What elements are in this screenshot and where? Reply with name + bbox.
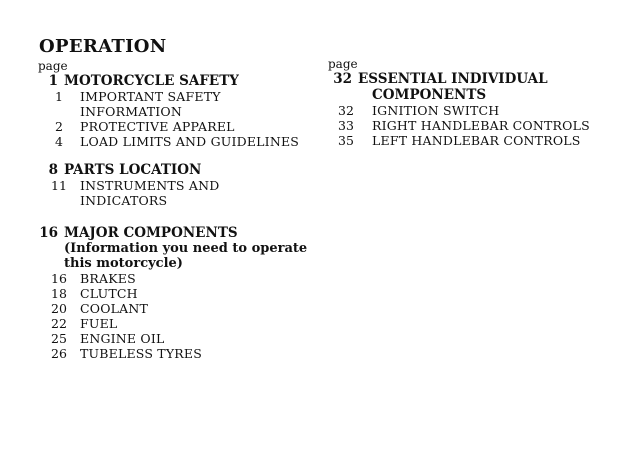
toc-entry-fuel[interactable] [38,316,313,331]
page-column-header: page [38,59,68,73]
entry-title: CLUTCH [80,286,138,301]
toc-entry-coolant[interactable] [38,301,313,316]
section-subtitle-line-2: this motorcycle) [64,256,183,271]
entry-title: LEFT HANDLEBAR CONTROLS [372,133,581,148]
entry-page-number: 26 [51,346,67,361]
entry-title: PROTECTIVE APPAREL [80,119,235,134]
toc-right-column [328,58,618,148]
section-title: ESSENTIAL INDIVIDUAL [358,71,548,87]
entry-page-number: 32 [338,103,354,118]
entry-page-number: 2 [55,119,63,134]
toc-entry-protective-apparel[interactable] [38,119,313,134]
entry-page-number: 4 [55,134,63,149]
toc-section-heading[interactable] [38,162,313,178]
entry-title: IGNITION SWITCH [372,103,500,118]
toc-entry-left-handlebar-controls[interactable] [328,133,618,148]
section-page-number: 16 [39,225,58,241]
toc-entry-ignition-switch[interactable] [328,103,618,118]
entry-title-line-2: INFORMATION [80,104,183,119]
entry-page-number: 1 [55,89,63,104]
section-page-number: 32 [333,71,352,87]
entry-page-number: 35 [338,133,354,148]
entry-title [80,89,313,119]
toc-section-parts-location [38,162,313,208]
toc-section-heading[interactable] [328,71,618,87]
entry-title: BRAKES [80,271,136,286]
toc-section-motorcycle-safety [38,73,313,149]
page-column-header: page [328,57,358,71]
entry-page-number: 11 [51,178,67,193]
entry-title: COOLANT [80,301,149,316]
entry-title [80,178,313,208]
toc-entry-brakes[interactable] [38,271,313,286]
entry-title-line-2: INDICATORS [80,193,168,208]
entry-title-line-1: INSTRUMENTS AND [80,178,220,193]
entry-page-number: 25 [51,331,67,346]
entry-title: FUEL [80,316,118,331]
toc-section-heading[interactable] [38,225,313,241]
toc-section-essential-individual-components [328,71,618,148]
toc-entry-load-limits[interactable] [38,134,313,149]
toc-entry-clutch[interactable] [38,286,313,301]
toc-left-column [38,60,313,361]
toc-entry-important-safety-information[interactable] [38,89,313,119]
toc-entry-tubeless-tyres[interactable] [38,346,313,361]
entry-title: RIGHT HANDLEBAR CONTROLS [372,118,590,133]
section-title-continued: COMPONENTS [372,87,487,103]
entry-title: LOAD LIMITS AND GUIDELINES [80,134,300,149]
page-title: OPERATION [39,36,167,57]
spacer [38,208,313,225]
entry-page-number: 33 [338,118,354,133]
section-subtitle-line-1: (Information you need to operate [64,241,308,256]
entry-title: TUBELESS TYRES [80,346,202,361]
section-title: MOTORCYCLE SAFETY [64,73,239,89]
entry-page-number: 18 [51,286,67,301]
toc-entry-instruments-and-indicators[interactable] [38,178,313,208]
entry-title: ENGINE OIL [80,331,165,346]
section-title: PARTS LOCATION [64,162,202,178]
section-page-number: 1 [48,73,58,89]
toc-entry-right-handlebar-controls[interactable] [328,118,618,133]
toc-section-major-components [38,225,313,361]
toc-section-heading[interactable] [38,73,313,89]
entry-page-number: 16 [51,271,67,286]
section-title: MAJOR COMPONENTS [64,225,238,241]
section-page-number: 8 [48,162,58,178]
entry-page-number: 22 [51,316,67,331]
entry-page-number: 20 [51,301,67,316]
spacer [38,149,313,162]
toc-entry-engine-oil[interactable] [38,331,313,346]
entry-title-line-1: IMPORTANT SAFETY [80,89,221,104]
